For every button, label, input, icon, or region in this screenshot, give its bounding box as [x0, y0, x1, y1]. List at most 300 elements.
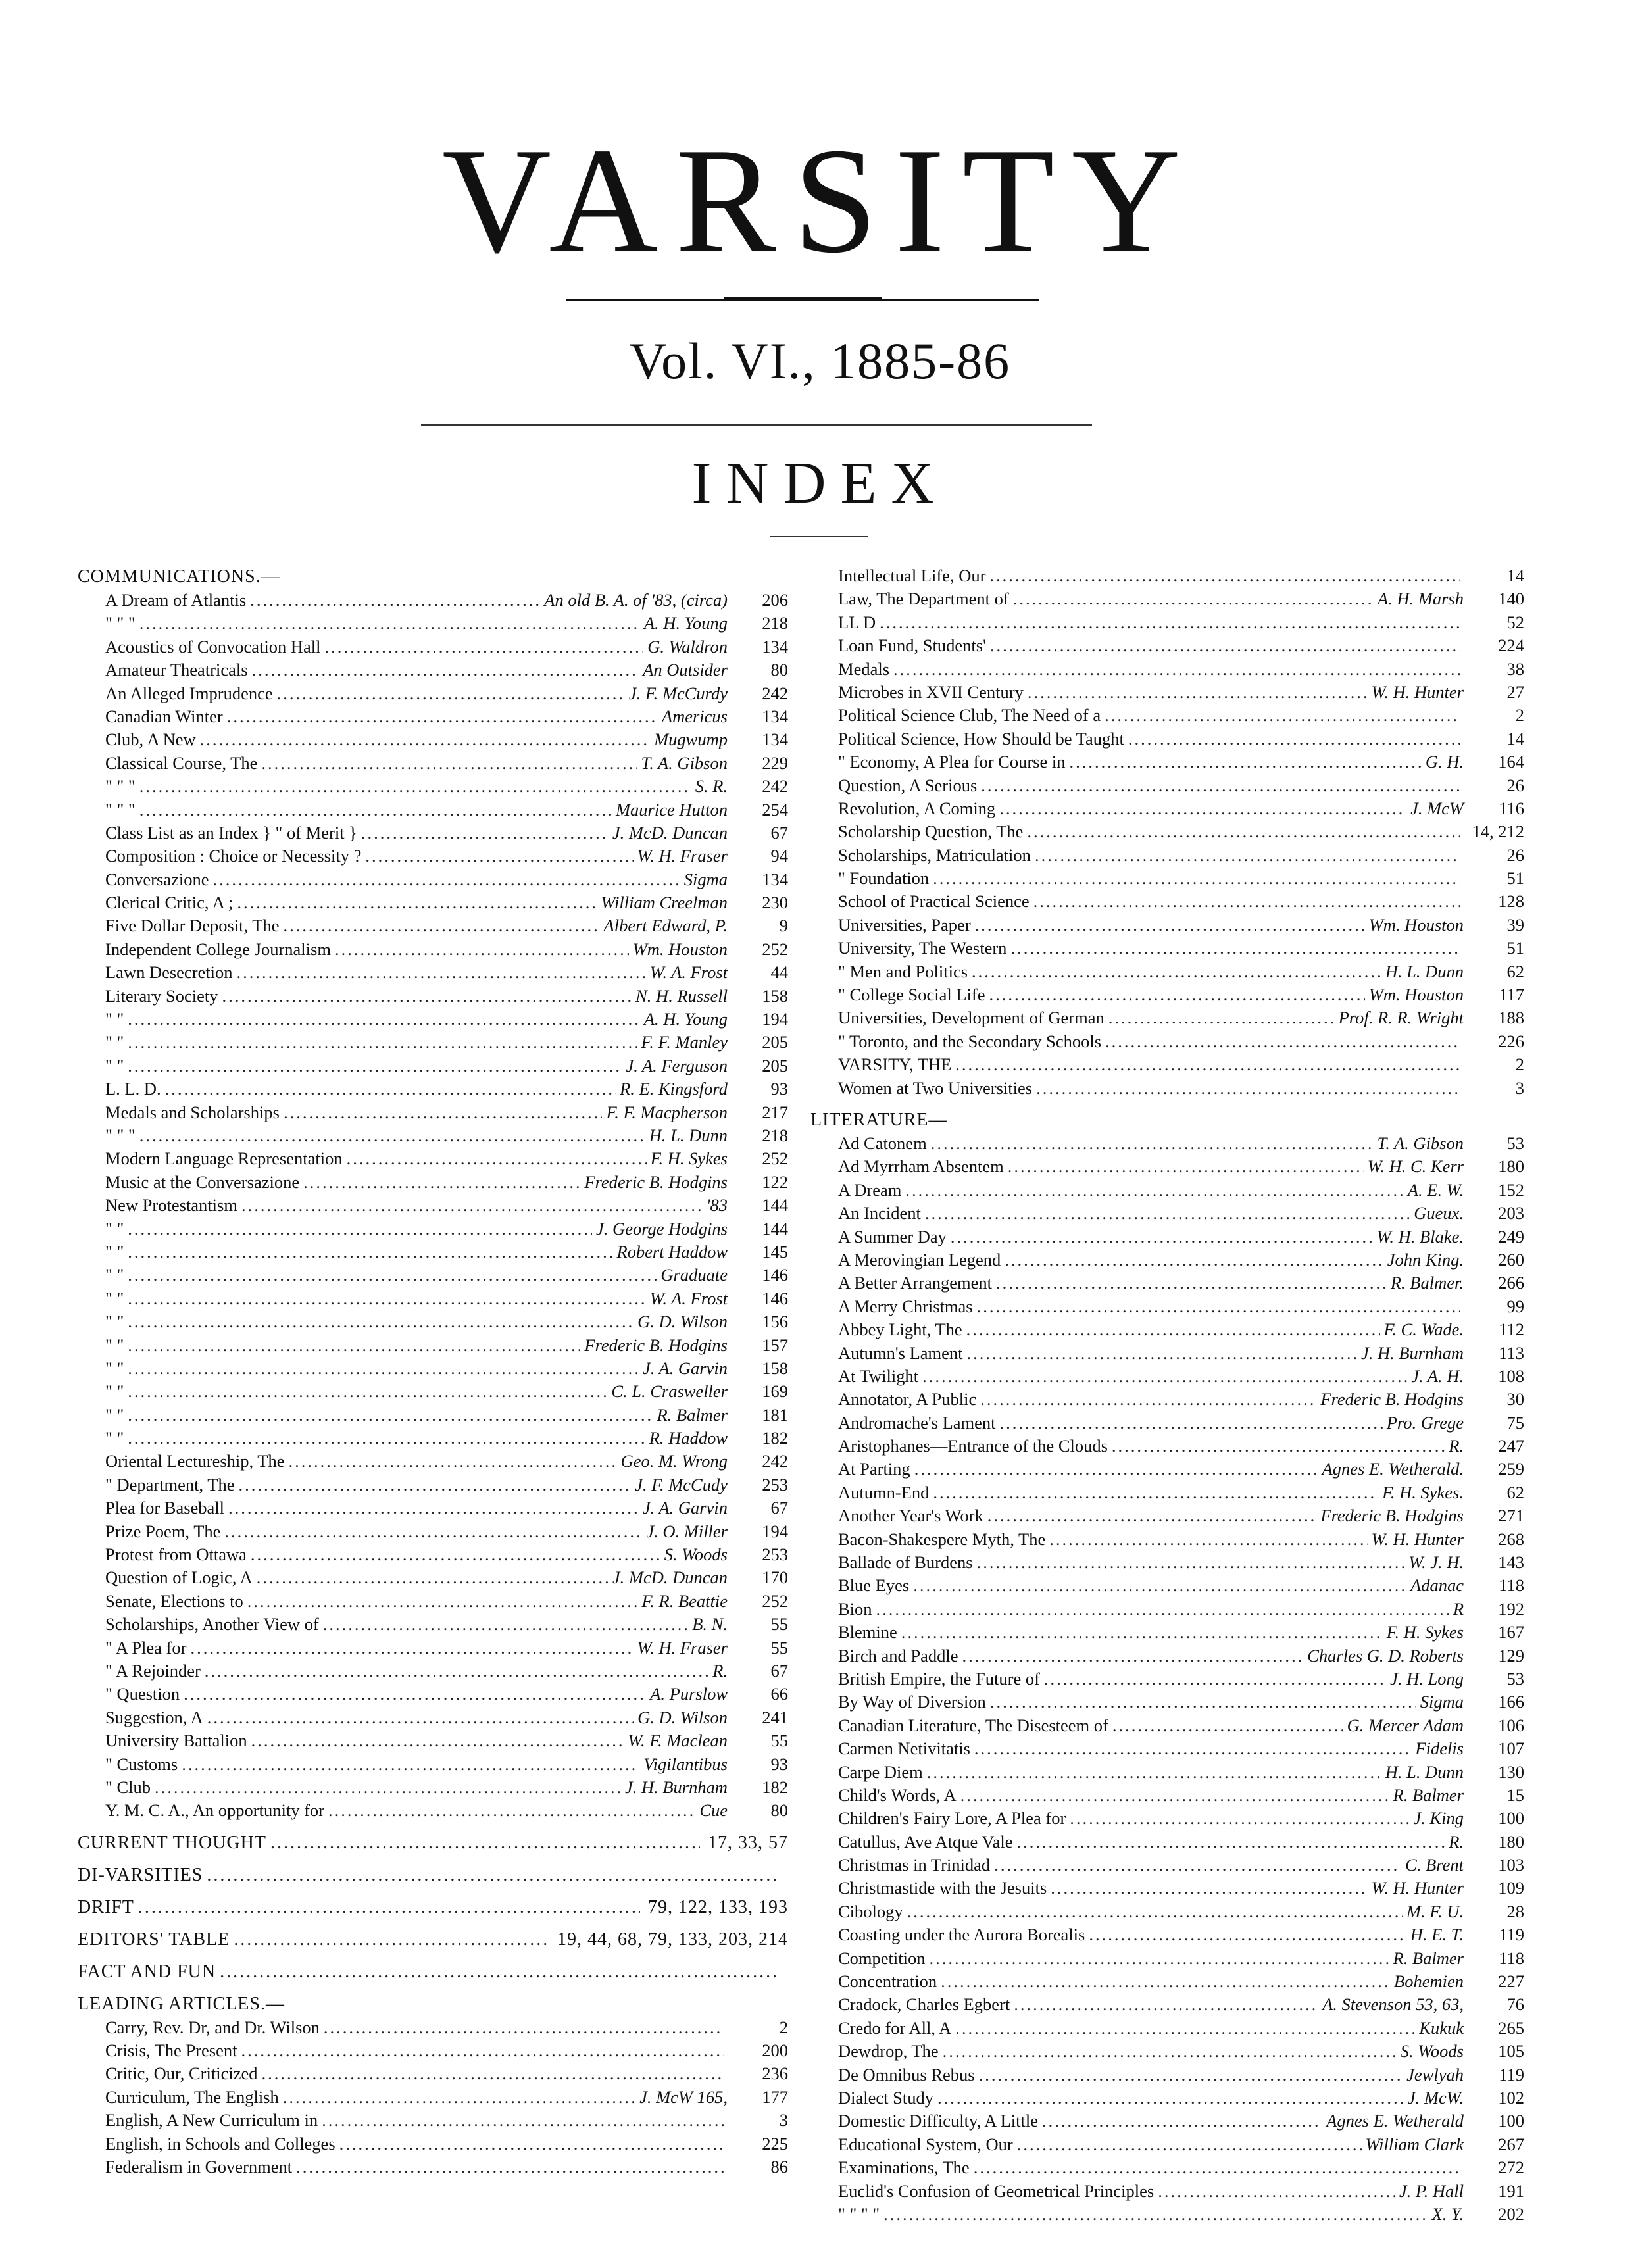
index-entry — [810, 2040, 1524, 2063]
entry-page: 267 — [1498, 2134, 1524, 2154]
index-entry — [810, 1248, 1524, 1271]
entry-page: 194 — [762, 1009, 788, 1029]
entry-title: An Alleged Imprudence — [105, 683, 273, 703]
index-column-left — [78, 564, 788, 2179]
entry-page: 265 — [1498, 2017, 1524, 2038]
entry-author: R. E. Kingsford — [620, 1079, 728, 1099]
entry-author: J. McW. — [1407, 2088, 1464, 2108]
entry-author: Charles G. D. Roberts — [1307, 1645, 1464, 1665]
entry-page: 119 — [1499, 2064, 1524, 2084]
entry-page: 30 — [1506, 1389, 1524, 1410]
entry-author: C. L. Crasweller — [611, 1381, 728, 1402]
dot-leader — [182, 1753, 639, 1776]
index-entry — [78, 1310, 788, 1333]
index-section — [810, 564, 1524, 1100]
entry-page: 44 — [770, 962, 788, 983]
entry-title: Amateur Theatricals — [105, 660, 248, 680]
entry-author: J. King — [1413, 1808, 1464, 1829]
entry-page: 241 — [762, 1707, 788, 1727]
index-entry — [78, 1427, 788, 1450]
dot-leader — [128, 1404, 653, 1427]
entry-title: Medals and Scholarships — [105, 1102, 280, 1122]
entry-page: 249 — [1498, 1226, 1524, 1246]
index-entry — [810, 704, 1524, 727]
entry-title: " " — [105, 1265, 124, 1285]
entry-author: J. H. Burnham — [1360, 1343, 1464, 1363]
entry-page: 205 — [762, 1055, 788, 1075]
index-entry — [78, 1706, 788, 1729]
entry-page: 146 — [762, 1288, 788, 1308]
entry-page: 242 — [762, 1451, 788, 1471]
index-heading: INDEX — [691, 451, 949, 516]
entry-page: 2 — [1515, 1054, 1524, 1075]
entry-page: 53 — [1506, 1668, 1524, 1689]
index-entry — [78, 612, 788, 635]
entry-author: G. D. Wilson — [637, 1707, 728, 1727]
entry-author: Frederic B. Hodgins — [1320, 1389, 1464, 1410]
dot-leader — [966, 1318, 1380, 1341]
entry-title: Educational System, Our — [838, 2134, 1013, 2154]
index-entry — [810, 587, 1524, 610]
entry-page: 134 — [762, 636, 788, 656]
index-entry — [78, 705, 788, 728]
entry-page: 152 — [1498, 1179, 1524, 1200]
entry-author: Mugwump — [654, 729, 728, 750]
entry-title: " " — [105, 1312, 124, 1332]
entry-page: 230 — [762, 893, 788, 913]
index-entry — [810, 1807, 1524, 1830]
dot-leader — [241, 1194, 703, 1217]
entry-page: 144 — [762, 1195, 788, 1216]
dot-leader — [931, 1132, 1374, 1155]
dot-leader — [1089, 1923, 1406, 1946]
entry-title: Microbes in XVII Century — [838, 681, 1024, 702]
entry-author: J. A. Garvin — [642, 1498, 728, 1518]
dot-leader — [139, 1124, 645, 1147]
index-entry — [810, 1388, 1524, 1411]
entry-title: Literary Society — [105, 985, 218, 1006]
entry-page: 200 — [762, 2040, 788, 2061]
entry-author: W. H. Blake. — [1376, 1226, 1464, 1246]
dot-leader — [239, 1473, 632, 1496]
entry-page: 206 — [762, 590, 788, 610]
entry-title: School of Practical Science — [838, 891, 1030, 912]
entry-author: S. R. — [695, 776, 728, 797]
entry-page: 108 — [1498, 1366, 1524, 1386]
index-entry — [810, 1877, 1524, 1900]
entry-title: Another Year's Work — [838, 1506, 983, 1526]
entry-title: Bion — [838, 1598, 872, 1619]
dot-leader — [224, 1520, 642, 1543]
entry-title: New Protestantism — [105, 1195, 237, 1216]
index-entry — [78, 1496, 788, 1519]
entry-title: " Department, The — [105, 1474, 235, 1494]
index-entry — [78, 1101, 788, 1124]
dot-leader — [251, 1543, 660, 1566]
entry-page: 166 — [1498, 1692, 1524, 1712]
dot-leader — [1069, 751, 1421, 774]
entry-page: 118 — [1499, 1948, 1524, 1968]
entry-page: 134 — [762, 706, 788, 726]
entry-author: J. A. Ferguson — [626, 1055, 728, 1075]
entry-page: 224 — [1498, 635, 1524, 656]
section-pages: 19, 44, 68, 79, 133, 203, 214 — [557, 1929, 788, 1950]
entry-page: 170 — [762, 1567, 788, 1588]
entry-page: 62 — [1506, 1482, 1524, 1502]
entry-author: Prof. R. R. Wright — [1338, 1008, 1464, 1028]
entry-page: 128 — [1498, 891, 1524, 912]
entry-title: Senate, Elections to — [105, 1590, 243, 1611]
entry-title: English, A New Curriculum in — [105, 2110, 318, 2131]
entry-page: 182 — [762, 1777, 788, 1797]
entry-page: 191 — [1498, 2181, 1524, 2201]
index-entry — [78, 1357, 788, 1380]
entry-title: " " — [105, 1288, 124, 1308]
entry-title: " Club — [105, 1777, 151, 1797]
entry-author: T. A. Gibson — [1377, 1133, 1464, 1153]
entry-title: A Summer Day — [838, 1226, 947, 1246]
dot-leader — [220, 1960, 780, 1984]
entry-title: " Men and Politics — [838, 961, 968, 981]
dot-leader — [1013, 587, 1374, 610]
entry-author: S. Woods — [664, 1544, 728, 1565]
entry-title: Aristophanes—Entrance of the Clouds — [838, 1436, 1108, 1456]
dot-leader — [251, 1729, 624, 1752]
entry-title: Autumn's Lament — [838, 1343, 963, 1363]
entry-title: Oriental Lectureship, The — [105, 1451, 285, 1471]
entry-author: Wm. Houston — [632, 939, 728, 959]
entry-title: Law, The Department of — [838, 589, 1009, 609]
entry-page: 113 — [1499, 1343, 1524, 1363]
entry-page: 146 — [762, 1265, 788, 1285]
entry-title: De Omnibus Rebus — [838, 2064, 975, 2084]
entry-title: Revolution, A Coming — [838, 798, 996, 818]
section-heading-label: LITERATURE— — [810, 1109, 948, 1130]
index-entry — [78, 2039, 788, 2062]
index-entry — [810, 2063, 1524, 2086]
entry-title: Examinations, The — [838, 2157, 970, 2178]
section-heading — [78, 1863, 788, 1887]
entry-page: 144 — [762, 1218, 788, 1239]
entry-author: Albert Edward, P. — [603, 916, 728, 936]
index-entry — [810, 820, 1524, 843]
entry-page: 62 — [1506, 961, 1524, 981]
index-entry — [810, 2133, 1524, 2156]
index-entry — [78, 1264, 788, 1287]
entry-page: 260 — [1498, 1249, 1524, 1270]
index-entry — [78, 2086, 788, 2109]
dot-leader — [222, 985, 632, 1008]
dot-leader — [284, 1101, 603, 1124]
entry-page: 14 — [1506, 728, 1524, 749]
index-entry — [78, 2132, 788, 2156]
entry-page: 67 — [770, 1498, 788, 1518]
index-entry — [810, 960, 1524, 983]
volume-rule — [421, 424, 1092, 426]
index-entry — [810, 1053, 1524, 1076]
entry-author: W. H. Fraser — [637, 1637, 728, 1658]
dot-leader — [139, 799, 612, 822]
entry-page: 117 — [1499, 985, 1524, 1005]
entry-page: 55 — [770, 1731, 788, 1751]
dot-leader — [930, 1947, 1389, 1970]
entry-author: F. F. Macpherson — [606, 1102, 728, 1122]
entry-author: M. F. U. — [1406, 1901, 1464, 1921]
section-heading — [78, 1992, 788, 2016]
entry-page: 169 — [762, 1381, 788, 1402]
index-entry — [78, 1753, 788, 1776]
entry-author: Frederic B. Hodgins — [584, 1171, 728, 1192]
entry-title: Protest from Ottawa — [105, 1544, 247, 1565]
entry-page: 180 — [1498, 1156, 1524, 1177]
entry-page: 266 — [1498, 1273, 1524, 1293]
entry-author: W. H. Hunter — [1371, 1529, 1464, 1549]
index-entry — [810, 1970, 1524, 1993]
entry-author: A. Stevenson 53, 63, — [1322, 1994, 1464, 2015]
index-entry — [810, 1690, 1524, 1713]
dot-leader — [1108, 1006, 1335, 1029]
section-heading — [78, 1895, 788, 1919]
entry-page: 55 — [770, 1614, 788, 1635]
entry-page: 14, 212 — [1472, 822, 1524, 842]
index-section — [78, 1895, 788, 1919]
dot-leader — [955, 1053, 1460, 1076]
entry-author: Agnes E. Wetherald. — [1322, 1459, 1464, 1479]
entry-page: 129 — [1498, 1645, 1524, 1665]
entry-title: Lawn Desecretion — [105, 962, 233, 983]
dot-leader — [933, 1481, 1378, 1504]
index-entry — [810, 1030, 1524, 1053]
entry-author: J. H. Long — [1390, 1668, 1464, 1689]
index-entry — [810, 1225, 1524, 1248]
entry-title: " Foundation — [838, 868, 930, 889]
index-entry — [78, 2016, 788, 2039]
entry-title: Question, A Serious — [838, 775, 978, 795]
index-entry — [810, 611, 1524, 634]
entry-author: Jewlyah — [1406, 2064, 1464, 2084]
entry-title: Scholarship Question, The — [838, 822, 1024, 842]
entry-author: Sigma — [683, 869, 728, 889]
entry-author: F. H. Sykes — [650, 1148, 728, 1169]
dot-leader — [139, 612, 640, 635]
entry-author: R. Balmer — [657, 1404, 728, 1425]
entry-author: J. McW 165, — [639, 2086, 728, 2107]
index-entry — [78, 1543, 788, 1566]
dot-leader — [977, 1551, 1405, 1574]
entry-page: 180 — [1498, 1831, 1524, 1852]
publication-title: VARSITY — [441, 116, 1199, 284]
index-section — [78, 1927, 788, 1952]
dot-leader — [1028, 681, 1368, 704]
entry-author: J. McD. Duncan — [612, 1567, 728, 1588]
dot-leader — [1112, 1714, 1343, 1737]
entry-page: 203 — [1498, 1203, 1524, 1223]
entry-title: Domestic Difficulty, A Little — [838, 2111, 1038, 2131]
entry-page: 181 — [762, 1404, 788, 1425]
index-entry — [78, 752, 788, 775]
dot-leader — [955, 2017, 1415, 2040]
entry-title: " Toronto, and the Secondary Schools — [838, 1031, 1102, 1051]
entry-author: A. Purslow — [650, 1684, 728, 1704]
entry-author: F. C. Wade. — [1383, 1319, 1464, 1340]
index-entry — [810, 1504, 1524, 1527]
entry-author: Frederic B. Hodgins — [584, 1335, 728, 1355]
dot-leader — [989, 983, 1365, 1006]
index-entry — [78, 2062, 788, 2085]
entry-page: 253 — [762, 1474, 788, 1494]
entry-title: Clerical Critic, A ; — [105, 893, 234, 913]
dot-leader — [907, 1900, 1403, 1923]
entry-author: Adanac — [1410, 1575, 1464, 1596]
index-entry — [78, 1404, 788, 1427]
entry-page: 75 — [1506, 1412, 1524, 1433]
index-section — [78, 564, 788, 1823]
entry-page: 252 — [762, 1148, 788, 1169]
entry-author: '83 — [706, 1195, 728, 1216]
entry-title: Dewdrop, The — [838, 2041, 939, 2061]
dot-leader — [937, 2086, 1404, 2109]
dot-leader — [128, 1287, 645, 1310]
dot-leader — [987, 1504, 1317, 1527]
entry-title: Music at the Conversazione — [105, 1171, 300, 1192]
dot-leader — [1105, 1030, 1460, 1053]
entry-title: Curriculum, The English — [105, 2086, 279, 2107]
index-entry — [810, 1900, 1524, 1923]
entry-title: Scholarships, Another View of — [105, 1614, 319, 1635]
section-heading — [78, 1927, 788, 1952]
entry-author: R. — [1449, 1436, 1464, 1456]
entry-title: Class List as an Index } " of Merit } — [105, 822, 357, 843]
index-section — [78, 1992, 788, 2179]
entry-title: Independent College Journalism — [105, 939, 331, 959]
index-entry — [78, 868, 788, 891]
entry-page: 67 — [770, 822, 788, 843]
entry-page: 254 — [762, 799, 788, 820]
entry-title: " " " — [105, 776, 136, 797]
entry-title: Cradock, Charles Egbert — [838, 1994, 1010, 2015]
entry-page: 106 — [1498, 1715, 1524, 1735]
entry-title: Critic, Our, Criticized — [105, 2063, 258, 2084]
entry-author: C. Brent — [1405, 1855, 1464, 1875]
entry-author: Gueux. — [1414, 1203, 1464, 1223]
entry-page: 130 — [1498, 1762, 1524, 1782]
entry-page: 145 — [762, 1241, 788, 1262]
dot-leader — [1033, 890, 1460, 913]
index-entry — [810, 1077, 1524, 1100]
dot-leader — [139, 775, 691, 798]
entry-page: 143 — [1498, 1552, 1524, 1573]
section-heading — [78, 1960, 788, 1984]
entry-title: Christmastide with the Jesuits — [838, 1878, 1047, 1898]
entry-title: " " — [105, 1218, 124, 1239]
entry-title: A Merry Christmas — [838, 1296, 973, 1316]
entry-author: G. D. Wilson — [637, 1312, 728, 1332]
index-entry — [78, 1566, 788, 1589]
entry-page: 140 — [1498, 589, 1524, 609]
entry-title: " " — [105, 1428, 124, 1448]
dot-leader — [200, 728, 650, 751]
entry-page: 227 — [1498, 1971, 1524, 1992]
entry-page: 55 — [770, 1637, 788, 1658]
entry-title: " " " — [105, 613, 136, 633]
entry-page: 93 — [770, 1079, 788, 1099]
entry-page: 76 — [1506, 1994, 1524, 2015]
dot-leader — [270, 1831, 700, 1855]
entry-author: Frederic B. Hodgins — [1320, 1506, 1464, 1526]
entry-page: 134 — [762, 729, 788, 750]
index-entry — [78, 961, 788, 984]
dot-leader — [960, 1784, 1389, 1807]
index-entry — [810, 2180, 1524, 2203]
dot-leader — [1036, 1077, 1460, 1100]
dot-leader — [980, 1388, 1316, 1411]
entry-page: 103 — [1498, 1855, 1524, 1875]
dot-leader — [1014, 1993, 1318, 2016]
entry-title: " " — [105, 1241, 124, 1262]
index-entry — [810, 1132, 1524, 1155]
index-entry — [810, 1295, 1524, 1318]
entry-title: Women at Two Universities — [838, 1077, 1033, 1098]
dot-leader — [962, 1644, 1304, 1667]
entry-page: 9 — [779, 916, 788, 936]
entry-author: Bohemien — [1394, 1971, 1464, 1992]
index-entry — [810, 1179, 1524, 1202]
entry-title: " " — [105, 1335, 124, 1355]
index-entry — [78, 1450, 788, 1473]
index-entry — [810, 1761, 1524, 1784]
entry-title: Question of Logic, A — [105, 1567, 253, 1588]
section-heading-label: LEADING ARTICLES.— — [78, 1993, 285, 2014]
entry-author: T. A. Gibson — [641, 752, 728, 773]
entry-title: VARSITY, THE — [838, 1054, 952, 1075]
dot-leader — [262, 2062, 724, 2085]
dot-leader — [1049, 1528, 1367, 1551]
index-entry — [810, 1481, 1524, 1504]
entry-author: Wm. Houston — [1368, 985, 1464, 1005]
entry-page: 80 — [770, 1800, 788, 1821]
entry-title: " Question — [105, 1684, 180, 1704]
entry-author: Kukuk — [1419, 2017, 1464, 2038]
dot-leader — [1010, 937, 1460, 960]
entry-title: Canadian Winter — [105, 706, 223, 726]
entry-page: 105 — [1498, 2041, 1524, 2061]
dot-leader — [893, 658, 1460, 681]
index-entry — [810, 2017, 1524, 2040]
dot-leader — [1070, 1807, 1409, 1830]
entry-page: 157 — [762, 1335, 788, 1355]
dot-leader — [974, 2156, 1460, 2179]
section-heading-label: CURRENT THOUGHT — [78, 1832, 266, 1853]
dot-leader — [981, 774, 1460, 797]
entry-author: J. George Hodgins — [596, 1218, 728, 1239]
entry-author: J. A. H. — [1411, 1366, 1464, 1386]
entry-title: Birch and Paddle — [838, 1645, 958, 1665]
index-entry — [810, 914, 1524, 937]
entry-author: F. R. Beattie — [641, 1590, 728, 1611]
index-entry — [810, 1947, 1524, 1970]
entry-page: 2 — [1515, 705, 1524, 726]
index-section — [78, 1831, 788, 1855]
entry-page: 26 — [1506, 775, 1524, 795]
index-entry — [78, 1660, 788, 1683]
entry-author: J. F. McCurdy — [628, 683, 728, 703]
index-entry — [810, 983, 1524, 1006]
section-heading-label: COMMUNICATIONS.— — [78, 566, 280, 587]
entry-page: 247 — [1498, 1436, 1524, 1456]
dot-leader — [1016, 1831, 1445, 1854]
entry-page: 242 — [762, 776, 788, 797]
entry-page: 28 — [1506, 1901, 1524, 1921]
